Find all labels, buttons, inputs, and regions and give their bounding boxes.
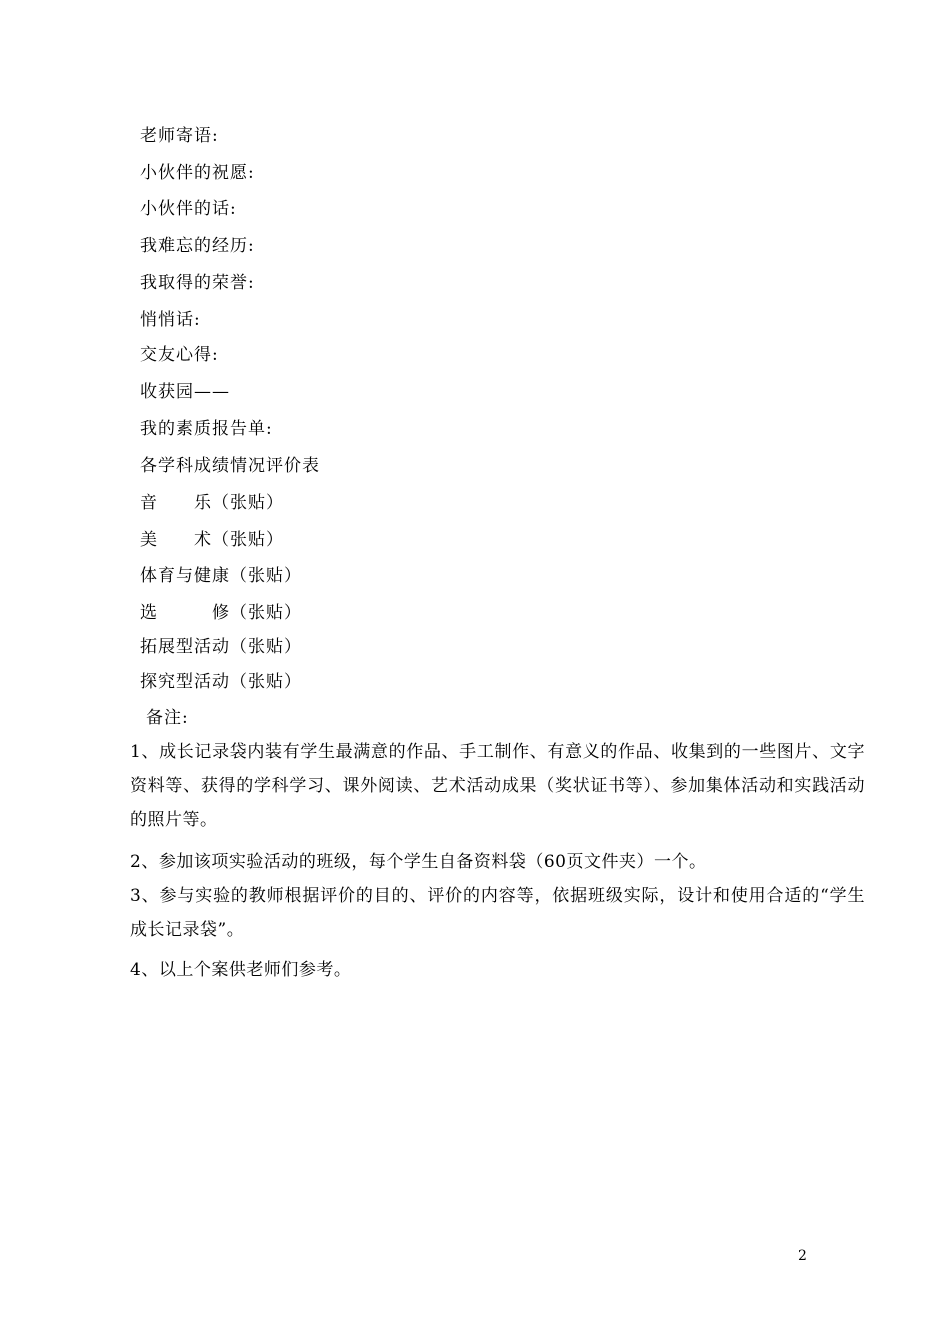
item-harvest-garden: 收获园—— <box>140 382 230 402</box>
item-friend-words: 小伙伴的话: <box>140 199 237 219</box>
item-honors: 我取得的荣誉: <box>140 273 255 293</box>
item-quality-report: 我的素质报告单: <box>140 419 273 439</box>
note-paragraph-1: 1、成长记录袋内装有学生最满意的作品、手工制作、有意义的作品、收集到的一些图片、文字资料等、获得的学科学习、课外阅读、艺术活动成果（奖状证书等）、参加集体活动和实践活动的照片等。 <box>130 742 865 830</box>
notes-title: 备注: <box>146 708 189 728</box>
item-memorable-experience: 我难忘的经历: <box>140 236 255 256</box>
item-music: 音 乐（张贴） <box>140 493 284 513</box>
page-number: 2 <box>798 1248 807 1264</box>
item-friendship-thoughts: 交友心得: <box>140 345 219 365</box>
item-whispers: 悄悄话: <box>140 310 201 330</box>
item-subject-evaluation: 各学科成绩情况评价表 <box>140 456 320 476</box>
item-art: 美 术（张贴） <box>140 530 284 550</box>
item-pe-health: 体育与健康（张贴） <box>140 566 302 586</box>
note-paragraph-2: 2、参加该项实验活动的班级，每个学生自备资料袋（60页文件夹）一个。 <box>130 852 707 872</box>
item-elective: 选 修（张贴） <box>140 603 302 623</box>
item-teacher-message: 老师寄语: <box>140 126 219 146</box>
item-friend-wishes: 小伙伴的祝愿: <box>140 163 255 183</box>
item-extension-activity: 拓展型活动（张贴） <box>140 637 302 657</box>
note-paragraph-3: 3、参与实验的教师根据评价的目的、评价的内容等，依据班级实际，设计和使用合适的“学生成长记录袋”。 <box>130 886 865 940</box>
item-inquiry-activity: 探究型活动（张贴） <box>140 672 302 692</box>
note-paragraph-4: 4、以上个案供老师们参考。 <box>130 960 352 980</box>
